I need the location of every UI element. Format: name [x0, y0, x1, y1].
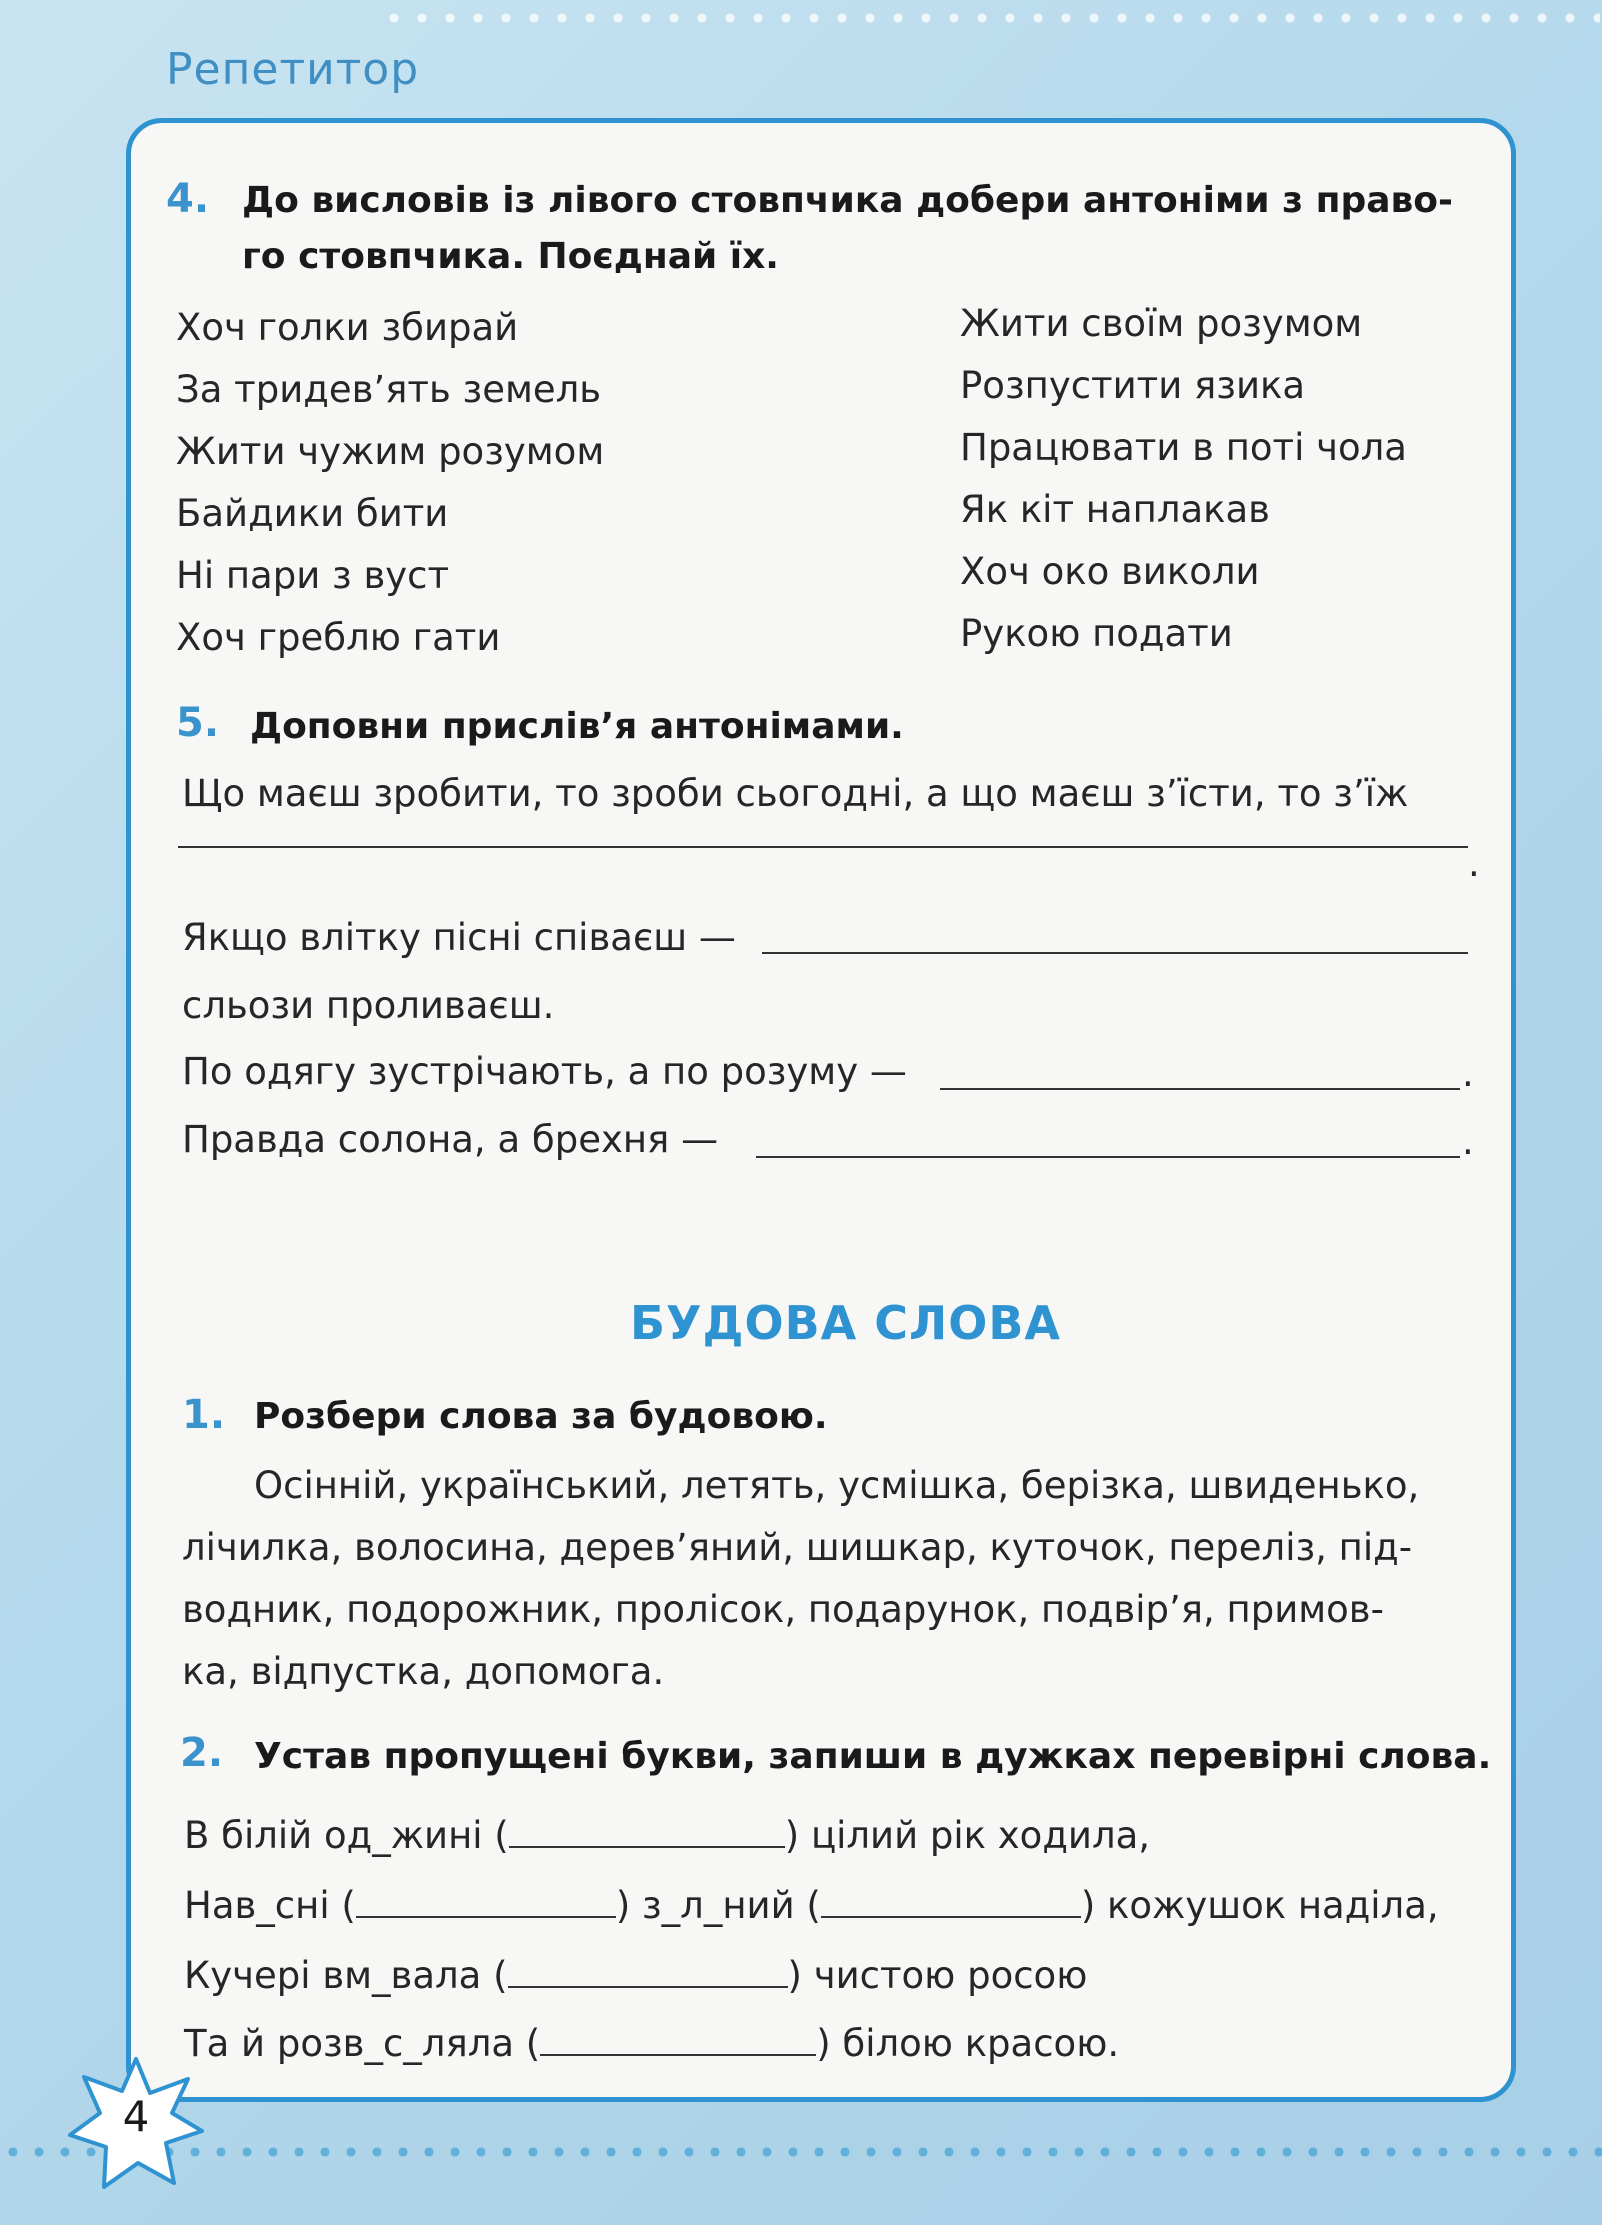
s-task2-text: Кучері вм_вала (: [184, 1954, 508, 1997]
s-task2-line1: [184, 1812, 1150, 1857]
s-task1-text-line: Осінній, український, летять, усмішка, берізка, швиденько,: [254, 1464, 1420, 1507]
s-task2-text: ) з_л_ний (: [615, 1884, 821, 1927]
s-task1-instruction: Розбери слова за будовою.: [254, 1396, 828, 1437]
s-task2-text: В білій од_жині (: [184, 1814, 509, 1857]
task4-left-item: Байдики бити: [176, 492, 449, 535]
s-task2-text: ) кожушок наділа,: [1080, 1884, 1439, 1927]
task5-line2: Якщо влітку пісні співаєш —: [182, 916, 736, 959]
s-task2-text: ) чистою росою: [787, 1954, 1088, 1997]
content-panel: [126, 118, 1516, 2102]
s-task2-text: ) цілий рік ходила,: [784, 1814, 1151, 1857]
answer-blank[interactable]: [509, 1812, 785, 1848]
task5-line1: Що маєш зробити, то зроби сьогодні, а що маєш з’їсти, то з’їж: [182, 772, 1409, 815]
answer-blank[interactable]: [178, 846, 1468, 848]
s-task2-text: ) білою красою.: [816, 2022, 1120, 2065]
task5-instruction: Доповни прислів’я антонімами.: [250, 706, 904, 747]
s-task1-text-line: лічилка, волосина, дерев’яний, шишкар, куточок, переліз, під-: [182, 1526, 1413, 1569]
task5-line1-end: .: [1468, 842, 1480, 885]
s-task1-text-line: водник, подорожник, пролісок, подарунок, подвір’я, примов-: [182, 1588, 1384, 1631]
task5-number: 5.: [176, 700, 220, 746]
s-task1-number: 1.: [182, 1392, 226, 1438]
task5-line5-end: .: [1462, 1120, 1474, 1163]
decorative-dots-bottom: [0, 2145, 1602, 2159]
s-task2-number: 2.: [180, 1730, 224, 1776]
answer-blank[interactable]: [821, 1882, 1081, 1918]
header-title: Репетитор: [166, 44, 420, 95]
answer-blank[interactable]: [756, 1156, 1460, 1158]
task4-right-item: Хоч око виколи: [960, 550, 1260, 593]
s-task2-text: Нав_сні (: [184, 1884, 356, 1927]
answer-blank[interactable]: [356, 1882, 616, 1918]
task4-right-item: Жити своїм розумом: [960, 302, 1363, 345]
task5-line5: Правда солона, а брехня —: [182, 1118, 719, 1161]
answer-blank[interactable]: [540, 2020, 816, 2056]
task4-right-item: Працювати в поті чола: [960, 426, 1407, 469]
task5-line4: По одягу зустрічають, а по розуму —: [182, 1050, 907, 1093]
task5-line4-end: .: [1462, 1052, 1474, 1095]
task4-instruction-line2: го стовпчика. Поєднай їх.: [242, 236, 779, 277]
task5-line3: сльози проливаєш.: [182, 984, 555, 1027]
task4-right-item: Як кіт наплакав: [960, 488, 1270, 531]
task4-right-item: Рукою подати: [960, 612, 1233, 655]
answer-blank[interactable]: [508, 1952, 788, 1988]
s-task2-instruction: Устав пропущені букви, запиши в дужках перевірні слова.: [254, 1736, 1492, 1777]
section-title: БУДОВА СЛОВА: [630, 1296, 1062, 1350]
task4-left-item: Хоч греблю гати: [176, 616, 501, 659]
answer-blank[interactable]: [762, 952, 1468, 954]
s-task2-line4: [184, 2020, 1119, 2065]
task4-right-item: Розпустити язика: [960, 364, 1306, 407]
s-task1-text-line: ка, відпустка, допомога.: [182, 1650, 665, 1693]
task4-left-item: Ні пари з вуст: [176, 554, 450, 597]
s-task2-text: Та й розв_с_ляла (: [184, 2022, 541, 2065]
s-task2-line3: [184, 1952, 1087, 1997]
task4-number: 4.: [166, 176, 210, 222]
task4-left-item: Хоч голки збирай: [176, 306, 519, 349]
decorative-dots-top: [380, 12, 1600, 24]
task4-left-item: Жити чужим розумом: [176, 430, 605, 473]
answer-blank[interactable]: [940, 1088, 1460, 1090]
page-number: 4: [122, 2092, 150, 2141]
task4-instruction-line1: До висловів із лівого стовпчика добери антоніми з право-: [242, 180, 1453, 221]
s-task2-line2: [184, 1882, 1439, 1927]
task4-left-item: За тридев’ять земель: [176, 368, 602, 411]
